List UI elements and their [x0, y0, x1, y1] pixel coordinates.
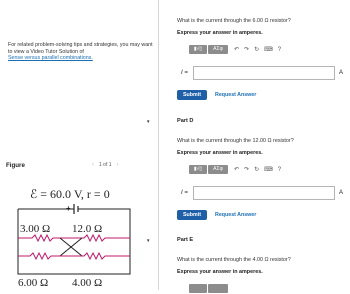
figure-pager: [92, 162, 119, 168]
undo-icon[interactable]: ↶: [234, 167, 240, 173]
resistor-r3: [18, 253, 74, 259]
tips-body: For related problem-solving tips and strategies, you may want to view a Video Tutor Solution of: [8, 42, 153, 55]
greek-button[interactable]: ΑΣφ: [208, 165, 228, 174]
help-icon[interactable]: ?: [277, 46, 282, 53]
part-d-collapse-icon[interactable]: ▼: [146, 119, 151, 124]
part-c-toolbar: [189, 44, 281, 55]
greek-button[interactable]: ΑΣφ: [208, 45, 228, 54]
battery-plus: +: [66, 204, 71, 213]
r1-label: 3.00 Ω: [20, 223, 51, 235]
part-d-title: Part D: [177, 118, 194, 124]
reset-icon[interactable]: ↻: [254, 47, 260, 53]
part-d-answer-input[interactable]: [193, 186, 335, 200]
next-arrow-icon[interactable]: ›: [116, 162, 119, 168]
redo-icon[interactable]: ↷: [244, 167, 250, 173]
part-e-instruction: Express your answer in amperes.: [177, 269, 263, 275]
figure-label: Figure: [6, 162, 25, 169]
video-tutor-link[interactable]: Sense versus parallel combinations.: [8, 55, 93, 62]
part-c-unit: A: [339, 70, 344, 76]
part-c-answer-input[interactable]: [193, 66, 335, 80]
undo-icon[interactable]: ↶: [234, 47, 240, 53]
part-d-submit-button[interactable]: Submit: [177, 210, 207, 220]
part-e-toolbar: [189, 283, 229, 294]
templates-button[interactable]: [189, 284, 207, 293]
part-e-title: Part E: [177, 237, 194, 243]
tips-text: [8, 42, 156, 62]
part-e-question: What is the current through the 4.00 Ω resistor?: [177, 257, 291, 263]
part-d-question: What is the current through the 12.00 Ω resistor?: [177, 138, 294, 144]
keyboard-icon[interactable]: ⌨: [264, 167, 273, 173]
part-d-request-answer-link[interactable]: Request Answer: [215, 212, 257, 218]
r4-label: 4.00 Ω: [72, 277, 103, 289]
circuit-diagram: [0, 176, 158, 290]
part-c-answer-label: I =: [181, 70, 188, 76]
greek-button[interactable]: [208, 284, 228, 293]
pager-text: 1 of 1: [99, 162, 112, 168]
prev-arrow-icon[interactable]: ‹: [92, 162, 94, 168]
resistor-r1: [18, 235, 74, 241]
templates-button[interactable]: ▮√▯: [189, 45, 207, 54]
part-c-instruction: Express your answer in amperes.: [177, 30, 263, 36]
part-c-submit-button[interactable]: Submit: [177, 90, 207, 100]
part-d-instruction: Express your answer in amperes.: [177, 150, 263, 156]
resistor-r2: [74, 235, 130, 241]
left-panel: [0, 0, 158, 290]
resistor-r4: [74, 253, 130, 259]
help-icon[interactable]: ?: [277, 166, 282, 173]
part-e-collapse-icon[interactable]: ▼: [146, 238, 151, 243]
part-c-request-answer-link[interactable]: Request Answer: [215, 92, 257, 98]
part-d-answer-label: I =: [181, 190, 188, 196]
part-d-unit: A: [339, 190, 344, 196]
part-d-toolbar: [189, 164, 281, 175]
r2-label: 12.0 Ω: [72, 223, 103, 235]
keyboard-icon[interactable]: ⌨: [264, 47, 273, 53]
emf-label: ℰ = 60.0 V, r = 0: [30, 187, 110, 201]
templates-button[interactable]: ▮√▯: [189, 165, 207, 174]
right-panel: [146, 0, 350, 290]
top-wire-right: [18, 209, 130, 274]
r3-label: 6.00 Ω: [18, 277, 49, 289]
redo-icon[interactable]: ↷: [244, 47, 250, 53]
part-c-question: What is the current through the 6.00 Ω resistor?: [177, 18, 291, 24]
reset-icon[interactable]: ↻: [254, 167, 260, 173]
